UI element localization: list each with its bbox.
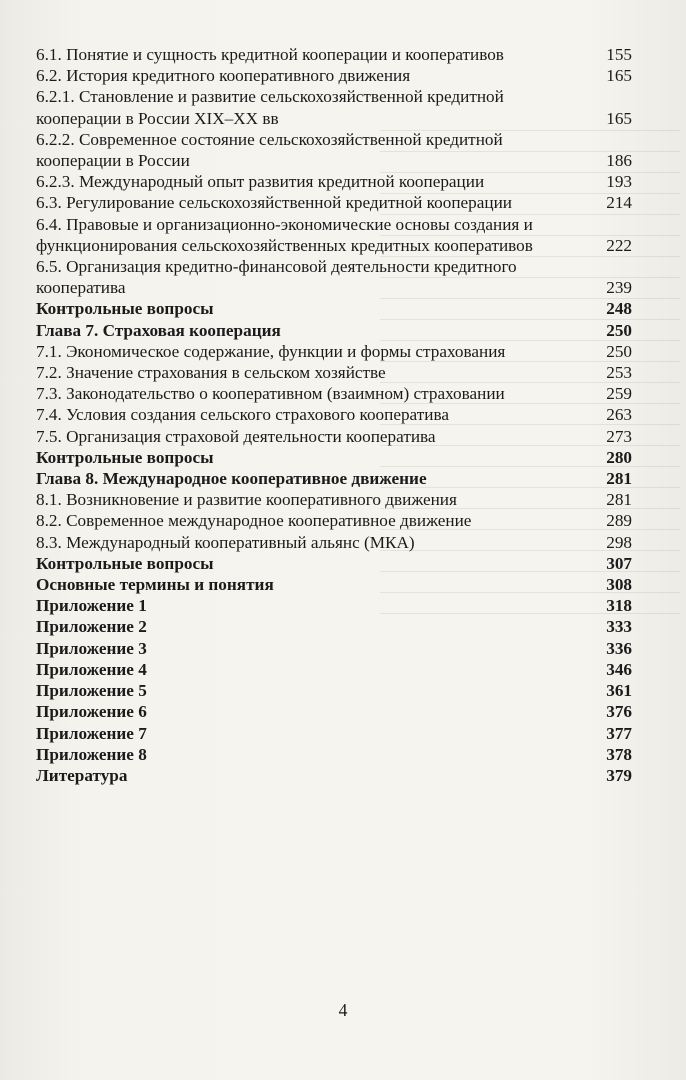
- toc-entry-title: 6.5. Организация кредитно-финансовой деятельности кредитного кооператива: [36, 257, 517, 298]
- toc-entry-page: 346: [606, 659, 632, 679]
- toc-entry-title: 6.4. Правовые и организационно-экономические основы создания и функционирования сельскохозяйственных кредитных кооперативов: [36, 214, 533, 255]
- toc-entry-title: 6.2.2. Современное состояние сельскохозяйственной кредитной кооперации в России: [36, 129, 503, 171]
- toc-entry: [36, 362, 632, 383]
- toc-entry: [36, 298, 632, 319]
- toc-entry-page: 248: [606, 299, 632, 319]
- toc-entry-page: 239: [606, 278, 632, 298]
- toc-entry: [36, 320, 632, 341]
- table-of-contents: [36, 44, 632, 786]
- toc-entry: [36, 616, 632, 637]
- toc-entry-page: 361: [606, 681, 632, 701]
- toc-entry-title: Контрольные вопросы: [36, 447, 214, 467]
- toc-entry-title: Основные термины и понятия: [36, 575, 274, 595]
- toc-entry-title: 6.2.1. Становление и развитие сельскохозяйственной кредитной кооперации в России XIX–XX вв: [36, 87, 504, 128]
- toc-entry-page: 377: [606, 723, 632, 743]
- toc-entry-page: 333: [606, 617, 632, 637]
- toc-entry: [36, 192, 632, 213]
- toc-entry: [36, 44, 632, 65]
- toc-entry: [36, 171, 632, 192]
- toc-entry-title: Приложение 5: [36, 681, 147, 701]
- toc-entry-page: 165: [606, 108, 632, 128]
- page-number: 4: [338, 1000, 348, 1020]
- toc-entry-page: 155: [606, 45, 632, 64]
- toc-entry: [36, 744, 632, 765]
- toc-entry-title: Литература: [36, 765, 128, 785]
- toc-entry: [36, 129, 632, 171]
- toc-entry: [36, 489, 632, 510]
- toc-entry-title: Контрольные вопросы: [36, 299, 214, 319]
- toc-entry-page: 308: [606, 575, 632, 595]
- toc-entry: [36, 447, 632, 468]
- toc-entry-title: 6.2. История кредитного кооперативного движения: [36, 66, 411, 86]
- toc-entry: [36, 383, 632, 404]
- toc-entry-title: 8.3. Международный кооперативный альянс (МКА): [36, 532, 415, 552]
- toc-entry: [36, 256, 632, 298]
- toc-entry-page: 165: [606, 66, 632, 86]
- toc-entry-page: 253: [606, 363, 632, 383]
- toc-entry: [36, 468, 632, 489]
- toc-entry-title: Приложение 1: [36, 596, 147, 616]
- toc-entry-title: 8.1. Возникновение и развитие кооперативного движения: [36, 490, 457, 510]
- toc-entry: [36, 701, 632, 722]
- toc-entry-page: 318: [606, 596, 632, 616]
- toc-entry-title: 6.1. Понятие и сущность кредитной кооперации и кооперативов: [36, 45, 504, 64]
- toc-entry-page: 186: [606, 151, 632, 171]
- toc-entry-title: 7.5. Организация страховой деятельности кооператива: [36, 426, 436, 446]
- toc-entry: [36, 65, 632, 86]
- toc-entry: [36, 680, 632, 701]
- toc-entry-title: 7.2. Значение страхования в сельском хозяйстве: [36, 363, 386, 383]
- toc-entry-title: Приложение 2: [36, 617, 147, 637]
- toc-entry-page: 336: [606, 638, 632, 658]
- toc-entry-title: 7.3. Законодательство о кооперативном (взаимном) страховании: [36, 384, 505, 404]
- toc-entry-title: 7.1. Экономическое содержание, функции и формы страхования: [36, 341, 506, 361]
- toc-entry-page: 214: [606, 193, 632, 213]
- toc-entry-title: Приложение 7: [36, 723, 147, 743]
- toc-entry-title: Глава 7. Страховая кооперация: [36, 320, 281, 340]
- toc-entry-title: Глава 8. Международное кооперативное движение: [36, 469, 427, 489]
- toc-entry-page: 378: [606, 744, 632, 764]
- toc-entry: [36, 723, 632, 744]
- toc-entry-page: 289: [606, 511, 632, 531]
- toc-entry-title: Приложение 6: [36, 702, 147, 722]
- toc-entry-page: 222: [606, 235, 632, 255]
- toc-entry-page: 379: [606, 765, 632, 785]
- toc-entry-page: 298: [606, 532, 632, 552]
- toc-entry: [36, 426, 632, 447]
- toc-entry: [36, 574, 632, 595]
- toc-entry-title: Приложение 3: [36, 638, 147, 658]
- toc-entry-title: 6.2.3. Международный опыт развития кредитной кооперации: [36, 172, 485, 192]
- toc-entry-page: 250: [606, 320, 632, 340]
- toc-entry: [36, 638, 632, 659]
- toc-entry: [36, 532, 632, 553]
- toc-entry-page: 193: [606, 172, 632, 192]
- toc-entry: [36, 765, 632, 786]
- toc-entry-page: 307: [606, 553, 632, 573]
- toc-entry-title: Приложение 4: [36, 659, 147, 679]
- toc-entry: [36, 214, 632, 256]
- toc-entry-page: 376: [606, 702, 632, 722]
- toc-entry: [36, 510, 632, 531]
- toc-entry-title: Контрольные вопросы: [36, 553, 214, 573]
- toc-entry: [36, 341, 632, 362]
- toc-entry: [36, 553, 632, 574]
- toc-entry-title: 6.3. Регулирование сельскохозяйственной кредитной кооперации: [36, 193, 512, 213]
- toc-entry-page: 250: [606, 341, 632, 361]
- toc-entry: [36, 86, 632, 128]
- toc-entry-page: 263: [606, 405, 632, 425]
- toc-entry: [36, 404, 632, 425]
- toc-entry: [36, 659, 632, 680]
- toc-entry-title: 8.2. Современное международное кооперативное движение: [36, 511, 472, 531]
- toc-entry-page: 259: [606, 384, 632, 404]
- toc-entry-title: Приложение 8: [36, 744, 147, 764]
- toc-entry-page: 280: [606, 447, 632, 467]
- toc-entry: [36, 595, 632, 616]
- toc-entry-page: 281: [606, 469, 632, 489]
- toc-entry-page: 281: [606, 490, 632, 510]
- toc-entry-page: 273: [606, 426, 632, 446]
- toc-entry-title: 7.4. Условия создания сельского страхового кооператива: [36, 405, 449, 425]
